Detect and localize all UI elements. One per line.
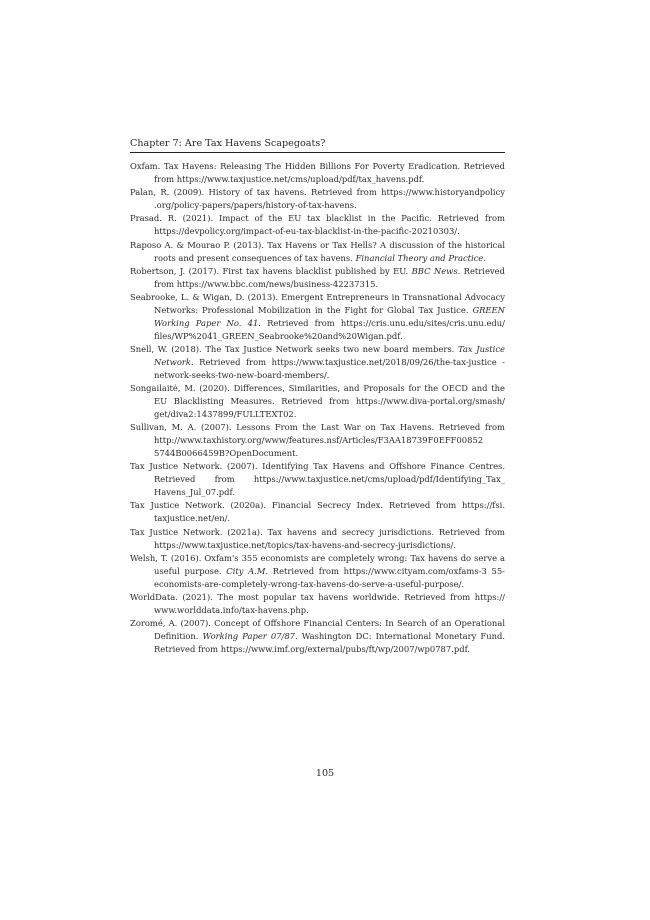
reference-text-continued: . — [483, 252, 487, 263]
reference-source-title: Working Paper 07/87 — [202, 631, 295, 642]
reference-text: Sullivan, M. A. (2007). Lessons From the Last War on Tax Havens. Retrieved from http://www.taxhistory.org/www/features.nsf/Articles/F3AA18739F0EFF00852 5744B0066459B?OpenDocument. — [130, 422, 505, 459]
reference-list — [130, 160, 505, 656]
reference-entry — [130, 239, 505, 265]
reference-text-continued: . Retrieved from https://www.bbc.com/news/business-42237315. — [154, 265, 505, 289]
reference-source-title: GREEN Working Paper No. 41 — [154, 304, 505, 328]
reference-text: Tax Justice Network. (2021a). Tax havens and secrecy jurisdictions. Retrieved from https://www.taxjustice.net/topics/tax-havens-and-secrecy-jurisdictions/. — [130, 526, 505, 550]
reference-text: Prasad. R. (2021). Impact of the EU tax blacklist in the Pacific. Retrieved from https://devpolicy.org/impact-of-eu-tax-blacklist-in-the-pacific-20210303/. — [130, 213, 505, 237]
reference-entry — [130, 212, 505, 238]
page-number: 105 — [315, 768, 335, 779]
reference-source-title: Financial Theory and Practice — [355, 252, 484, 263]
reference-entry — [130, 499, 505, 525]
reference-text: Zoromé, A. (2007). Concept of Offshore Financial Centers: In Search of an Operational Definition. — [130, 618, 505, 642]
reference-text: Seabrooke, L. & Wigan, D. (2013). Emergent Entrepreneurs in Transnational Advocacy Networks: Professional Mobilization in the Fight for Global Tax Justice. — [130, 292, 505, 315]
reference-entry — [130, 291, 505, 343]
reference-text-continued: . Retrieved from https://cris.unu.edu/sites/cris.unu.edu/ files/WP%2041_GREEN_Seabrooke%20and%20Wigan.pdf. — [154, 317, 505, 341]
reference-text-continued: . Retrieved from https://www.taxjustice.net/2018/09/26/the-tax-justice -network-seeks-two-new-board-members/. — [154, 356, 505, 380]
reference-text-continued: . Washington DC: International Monetary Fund. Retrieved from https://www.imf.org/external/pubs/ft/wp/2007/wp0787.pdf. — [154, 631, 506, 654]
reference-text: Snell, W. (2018). The Tax Justice Network seeks two new board members. — [130, 344, 458, 355]
reference-text: Oxfam. Tax Havens: Releasing The Hidden Billions For Poverty Eradication. Retrieved from https://www.taxjustice.net/cms/upload/pdf/tax_havens.pdf. — [130, 161, 505, 184]
reference-text: Raposo A. & Mourao P. (2013). Tax Havens or Tax Hells? A discussion of the historical roots and present consequences of tax havens. — [130, 239, 505, 263]
reference-entry — [130, 382, 505, 421]
reference-entry — [130, 526, 505, 552]
reference-text: Robertson, J. (2017). First tax havens blacklist published by EU. — [130, 265, 412, 276]
reference-entry — [130, 617, 505, 656]
reference-entry — [130, 160, 505, 186]
reference-entry — [130, 343, 505, 382]
reference-text: Tax Justice Network. (2020a). Financial Secrecy Index. Retrieved from https://fsi. taxjustice.net/en/. — [130, 500, 505, 524]
running-head: Chapter 7: Are Tax Havens Scapegoats? — [130, 137, 505, 153]
reference-text: Songailaitė, M. (2020). Differences, Similarities, and Proposals for the OECD and the EU Blacklisting Measures. Retrieved from https://www.diva-portal.org/smash/ get/diva2:1437899/FULLTEXT02. — [130, 383, 505, 419]
reference-entry — [130, 421, 505, 460]
reference-text: Palan, R. (2009). History of tax havens. Retrieved from https://www.historyandpolicy .org/policy-papers/papers/history-of-tax-havens. — [130, 187, 505, 211]
reference-source-title: Tax Justice Network — [154, 344, 505, 367]
reference-text: WorldData. (2021). The most popular tax havens worldwide. Retrieved from https:// www.worlddata.info/tax-havens.php. — [130, 591, 505, 615]
reference-entry — [130, 552, 505, 591]
reference-text: Tax Justice Network. (2007). Identifying Tax Havens and Offshore Finance Centres. Retrieved from https://www.taxjustice.net/cms/upload/pdf/Identifying_Tax_ Havens_Jul_07.pdf. — [130, 461, 505, 498]
reference-text: Welsh, T. (2016). Oxfam's 355 economists are completely wrong: Tax havens do serve a useful purpose. — [130, 552, 505, 576]
reference-text-continued: Retrieved from https://www.cityam.com/oxfams-3 55-economists-are-completely-wrong-tax-havens-do-serve-a-useful-purpose/. — [154, 565, 505, 589]
reference-entry — [130, 186, 505, 212]
reference-source-title: BBC News — [411, 265, 458, 276]
reference-entry — [130, 265, 505, 291]
reference-entry — [130, 591, 505, 617]
reference-source-title: City A.M. — [226, 565, 269, 576]
reference-entry — [130, 460, 505, 499]
